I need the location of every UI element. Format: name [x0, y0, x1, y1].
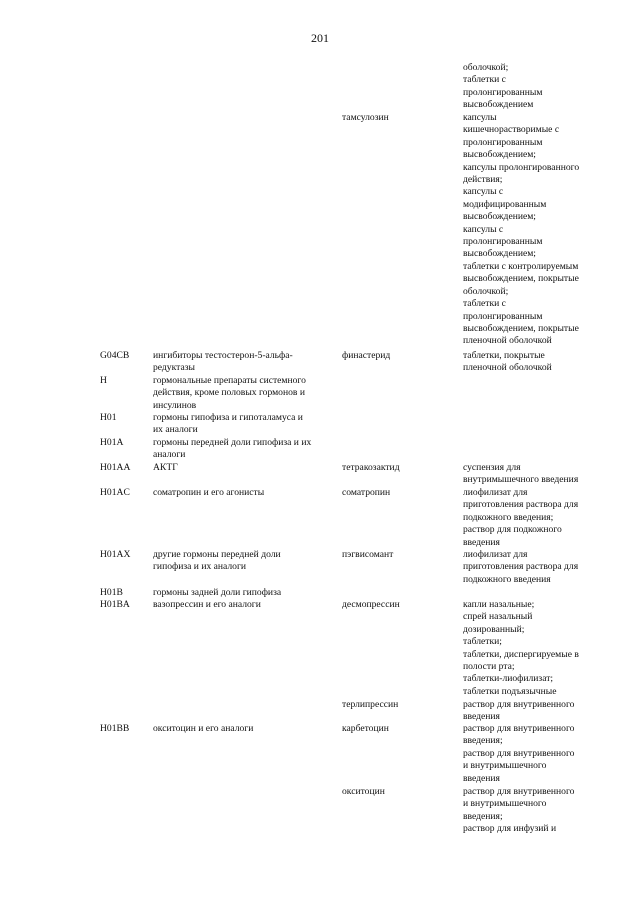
atc-code-cell: H01A — [100, 437, 124, 448]
dosage-forms-cell: раствор для внутривенного введения — [463, 699, 575, 723]
drug-name-cell: пэгвисомант — [342, 549, 394, 560]
drug-name-cell: финастерид — [342, 350, 391, 361]
atc-code-cell: H01AX — [100, 549, 131, 560]
dosage-forms-cell: лиофилизат для приготовления раствора для подкожного введения; раствор для подкожного введения — [463, 487, 579, 548]
anatomical-group-cell: ингибиторы тестостерон-5-альфа- редуктазы — [153, 350, 293, 374]
dosage-forms-cell: таблетки, покрытые пленочной оболочкой — [463, 350, 552, 374]
drug-name-cell: тамсулозин — [342, 112, 389, 123]
dosage-forms-cell: капли назальные; спрей назальный дозированный; таблетки; таблетки, диспергируемые в полости рта; таблетки-лиофилизат; таблетки подъязычные — [463, 599, 579, 697]
anatomical-group-cell: вазопрессин и его аналоги — [153, 599, 261, 610]
atc-code-cell: H01B — [100, 587, 123, 598]
atc-code-cell: H01AC — [100, 487, 130, 498]
atc-code-cell: G04CB — [100, 350, 130, 361]
anatomical-group-cell: окситоцин и его аналоги — [153, 723, 254, 734]
anatomical-group-cell: АКТГ — [153, 462, 178, 473]
drug-name-cell: карбетоцин — [342, 723, 389, 734]
anatomical-group-cell: гормональные препараты системного действия, кроме половых гормонов и инсулинов — [153, 375, 306, 411]
anatomical-group-cell: другие гормоны передней доли гипофиза и их аналоги — [153, 549, 281, 573]
drug-name-cell: окситоцин — [342, 786, 385, 797]
page-number: 201 — [311, 31, 329, 45]
dosage-forms-cell: раствор для внутривенного и внутримышечного введения; раствор для инфузий и — [463, 786, 575, 835]
atc-code-cell: H — [100, 375, 107, 386]
atc-code-cell: H01AA — [100, 462, 131, 473]
anatomical-group-cell: гормоны задней доли гипофиза — [153, 587, 282, 598]
drug-name-cell: тетракозактид — [342, 462, 400, 473]
drug-name-cell: десмопрессин — [342, 599, 400, 610]
dosage-forms-cell: раствор для внутривенного введения; раствор для внутривенного и внутримышечного введения — [463, 723, 575, 784]
anatomical-group-cell: гормоны передней доли гипофиза и их аналоги — [153, 437, 312, 461]
atc-code-cell: H01 — [100, 412, 117, 423]
dosage-forms-cell: оболочкой; таблетки с пролонгированным высвобождением — [463, 62, 543, 111]
atc-code-cell: H01BB — [100, 723, 130, 734]
drug-name-cell: терлипрессин — [342, 699, 399, 710]
drug-name-cell: соматропин — [342, 487, 391, 498]
anatomical-group-cell: гормоны гипофиза и гипоталамуса и их аналоги — [153, 412, 303, 436]
dosage-forms-cell: лиофилизат для приготовления раствора для подкожного введения — [463, 549, 579, 585]
dosage-forms-cell: капсулы кишечнорастворимые с пролонгированным высвобождением; капсулы пролонгированного действия; капсулы с модифицированным высвобождением; капсулы с пролонгированным высвобождением; таблетки с контролируемым высвобождением, покрытые оболочкой; таблетки с пролонгированным высвобождением, покрытые пленочной оболочкой — [463, 112, 580, 347]
atc-code-cell: H01BA — [100, 599, 130, 610]
anatomical-group-cell: соматропин и его агонисты — [153, 487, 265, 498]
dosage-forms-cell: суспензия для внутримышечного введения — [463, 462, 579, 486]
